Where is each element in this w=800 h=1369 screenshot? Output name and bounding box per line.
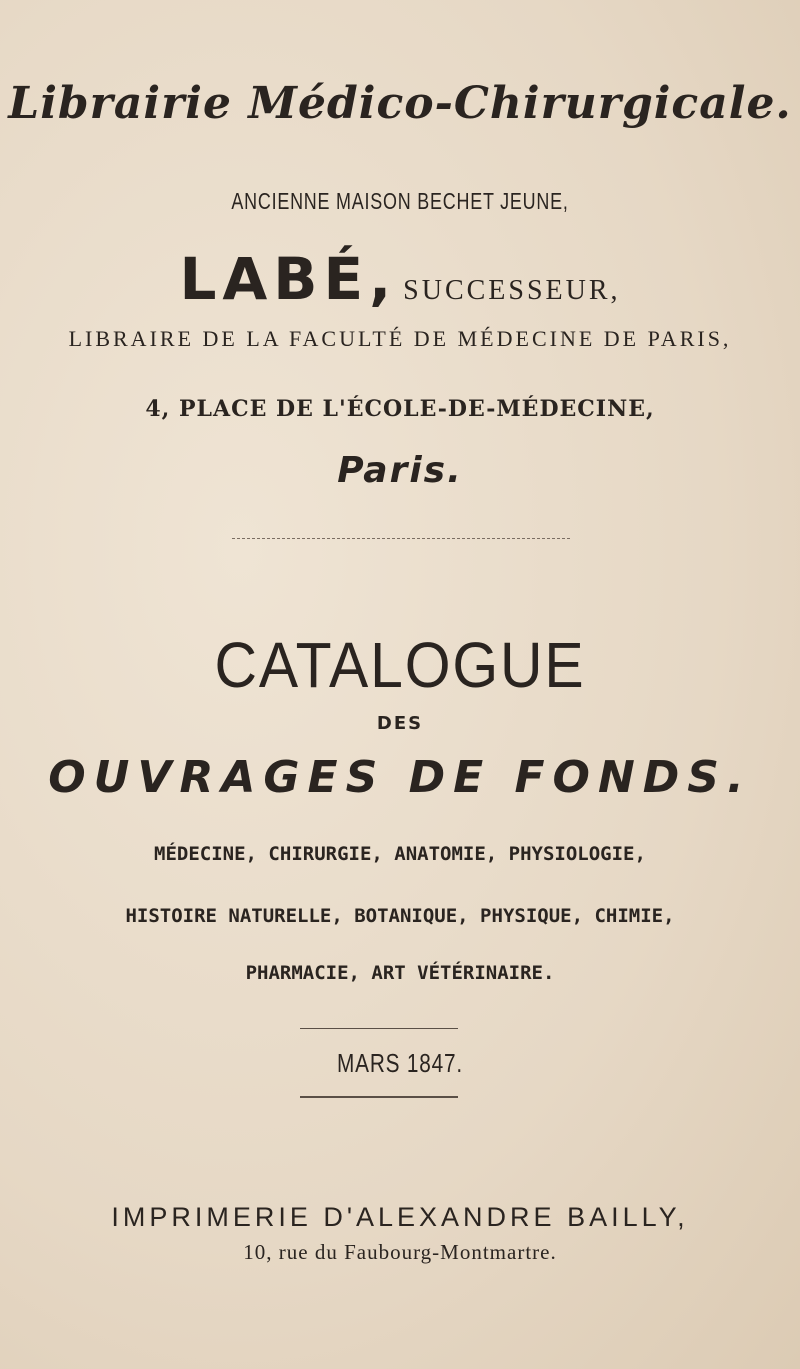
- printer-address-line: 10, rue du Faubourg-Montmartre.: [243, 1240, 557, 1264]
- printer-line: IMPRIMERIE D'ALEXANDRE BAILLY,: [111, 1202, 689, 1232]
- subjects-line-1: MÉDECINE, CHIRURGIE, ANATOMIE, PHYSIOLOGIE,: [154, 843, 646, 865]
- date-rule-bottom: [300, 1096, 458, 1098]
- publisher-name: LABÉ,: [179, 245, 398, 313]
- successor-label: SUCCESSEUR,: [403, 275, 621, 306]
- bookstore-heading: Librairie Médico-Chirurgicale.: [8, 78, 792, 129]
- faculty-title-line: LIBRAIRE DE LA FACULTÉ DE MÉDECINE DE PARIS,: [68, 326, 732, 351]
- des-label: DES: [376, 713, 424, 734]
- date-line: MARS 1847.: [337, 1048, 463, 1078]
- ouvrages-title: OUVRAGES DE FONDS.: [48, 752, 752, 803]
- city-line: Paris.: [337, 450, 463, 491]
- subjects-line-3: PHARMACIE, ART VÉTÉRINAIRE.: [245, 962, 555, 984]
- subjects-line-2: HISTOIRE NATURELLE, BOTANIQUE, PHYSIQUE, CHIMIE,: [125, 905, 675, 927]
- former-house-line: ANCIENNE MAISON BECHET JEUNE,: [231, 188, 569, 214]
- catalogue-title: CATALOGUE: [214, 629, 586, 701]
- date-rule-top: [300, 1028, 458, 1029]
- publisher-row: [0, 245, 800, 313]
- top-divider: [232, 538, 570, 539]
- address-line: 4, PLACE DE L'ÉCOLE-DE-MÉDECINE,: [145, 396, 655, 422]
